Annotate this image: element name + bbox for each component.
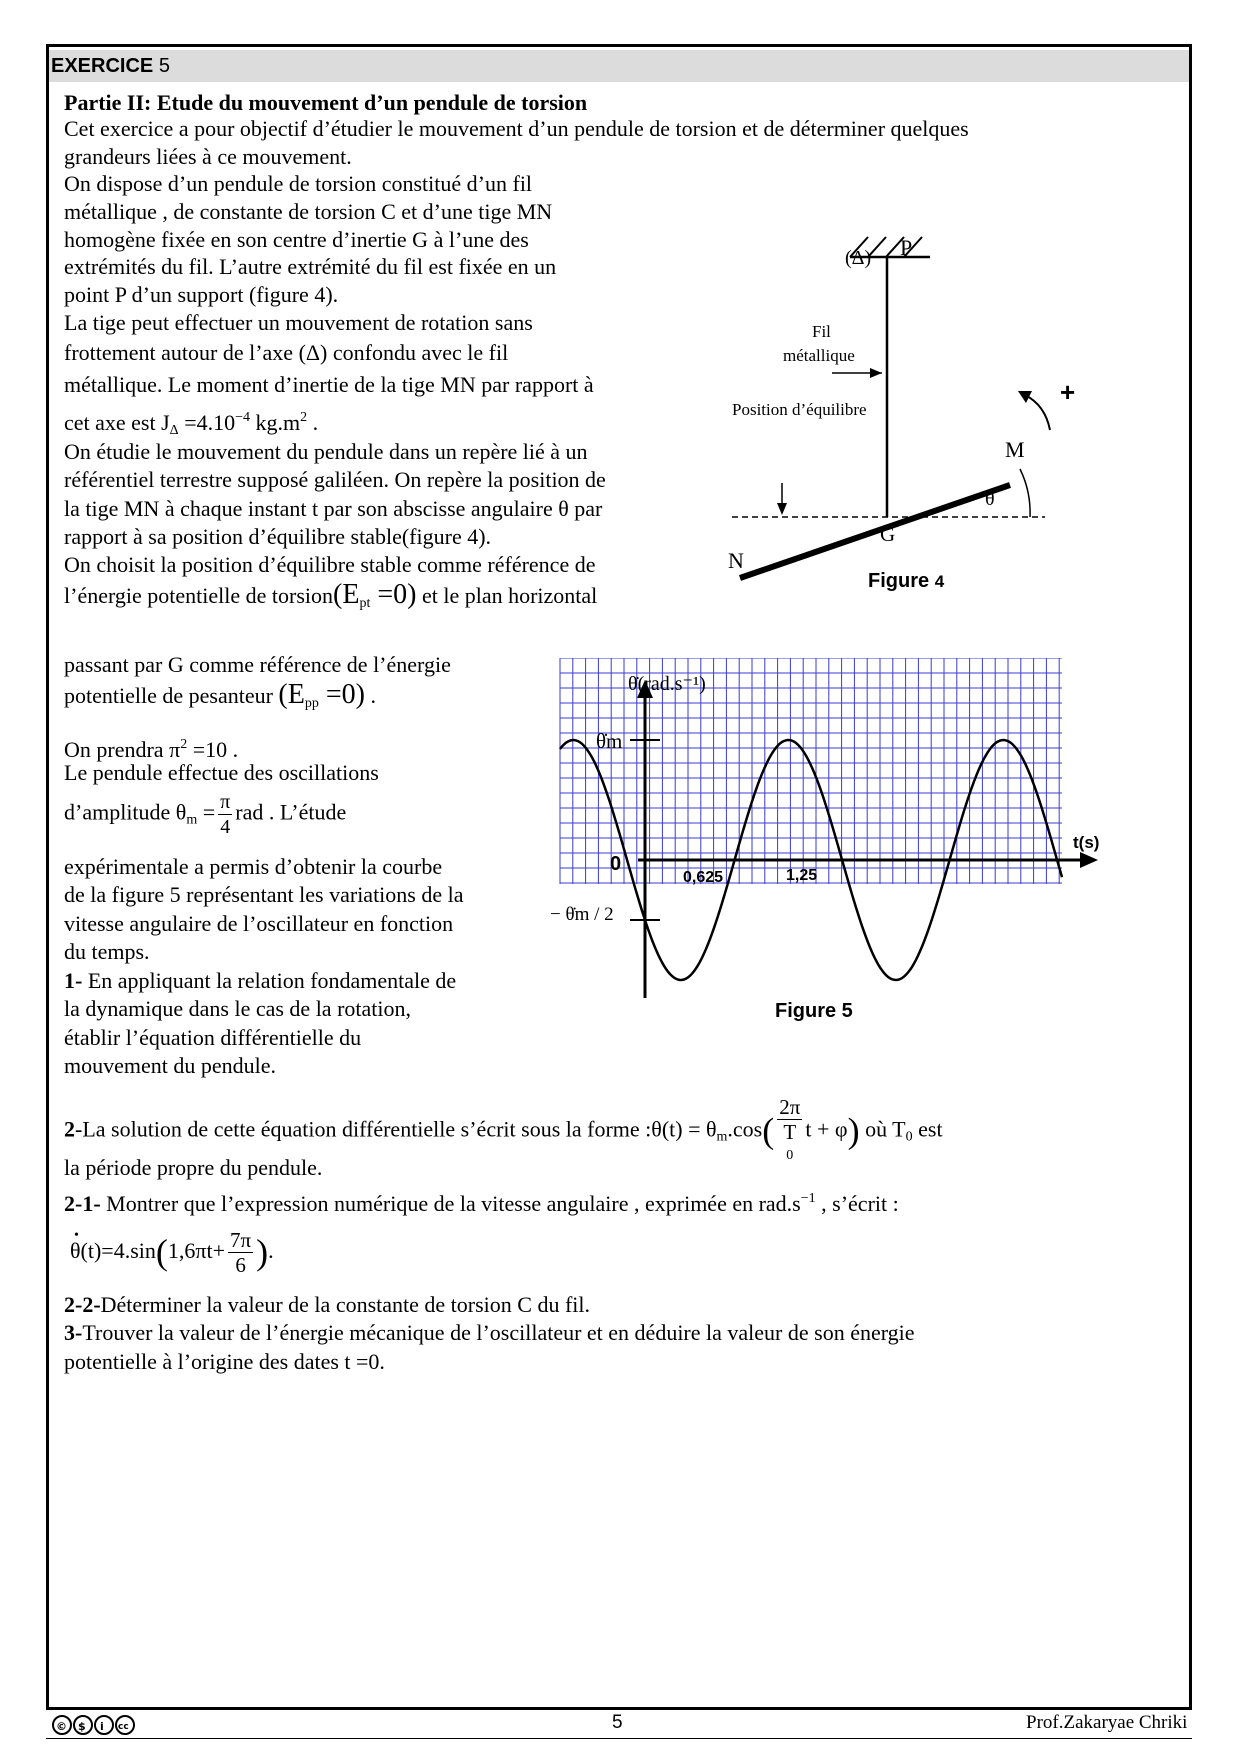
figure-4 <box>720 225 1080 605</box>
label-plus: + <box>1060 377 1076 407</box>
text-line: vitesse angulaire de l’oscillateur en fonction <box>64 911 454 936</box>
svg-text:$: $ <box>78 1720 86 1733</box>
ytick-half-neg: − θ̇m / 2 <box>550 904 614 925</box>
text-line: homogène fixée en son centre d’inertie G à l’une des <box>64 227 529 252</box>
svg-text:cc: cc <box>118 1722 129 1732</box>
epp-line: potentielle de pesanteur $(E_{pp} =0)$ . <box>64 679 376 711</box>
footer-divider <box>46 1738 1192 1739</box>
author: Prof.Zakaryae Chriki <box>1026 1712 1188 1733</box>
figure-5-caption: Figure 5 <box>775 1000 853 1022</box>
text-line: potentielle à l’origine des dates t =0. <box>64 1349 385 1374</box>
question-2-1: 2-1- Montrer que l’expression numérique de la vitesse angulaire , exprimée en $rad.s^{-1}$ , s’écrit : <box>64 1191 899 1216</box>
y-axis-label: θ̇(rad.s⁻¹) <box>628 673 706 695</box>
text-line: point P d’un support (figure 4). <box>64 282 339 307</box>
text-line: référentiel terrestre supposé galiléen. On repère la position de <box>64 467 606 492</box>
ept-line: l’énergie potentielle de $torsion(E_{pt} =0)$ et le plan horizontal <box>64 579 598 611</box>
xtick-1-25: 1,25 <box>786 867 818 884</box>
text-line: la dynamique dans le cas de la rotation, <box>64 996 411 1021</box>
label-wire-2: métallique <box>783 346 855 365</box>
text-line: On étudie le mouvement du pendule dans un repère lié à un <box>64 439 588 464</box>
rod-mn <box>740 485 1010 578</box>
intro-line: grandeurs liées à ce mouvement. <box>64 144 352 169</box>
theta-arc <box>1020 469 1030 517</box>
ytick-max: θ̇m <box>596 729 623 753</box>
text-line: établir l’équation différentielle du <box>64 1025 362 1050</box>
text-line: extrémités du fil. L’autre extrémité du fil est fixée en un <box>64 254 557 279</box>
positive-direction-arrow <box>1025 395 1050 430</box>
text-line: la période propre du pendule. <box>64 1155 323 1180</box>
label-wire: Fil <box>812 322 831 341</box>
label-theta: θ <box>985 488 995 510</box>
text-line: passant par G comme référence de l’énergie <box>64 652 451 677</box>
intro-line: Cet exercice a pour objectif d’étudier le mouvement d’un pendule de torsion et de déterminer quelques <box>64 116 969 141</box>
label-g: G <box>880 522 896 546</box>
license-icons <box>52 1714 142 1736</box>
svg-text:©: © <box>56 1720 67 1733</box>
text-line: métallique. Le moment d’inertie de la tige MN par rapport à <box>64 372 594 397</box>
text-line: la tige MN à chaque instant t par son abscisse angulaire θ par <box>64 496 603 521</box>
x-axis-label: t(s) <box>1073 833 1100 852</box>
text-line: expérimentale a permis d’obtenir la courbe <box>64 854 443 879</box>
text-line: frottement autour de l’axe (Δ) confondu avec le fil <box>64 340 509 365</box>
part-title: Partie II: Etude du mouvement d’un pendule de torsion <box>64 90 588 115</box>
pi-line: On prendra $\pi^2 =10$ . <box>64 737 239 762</box>
svg-text:i: i <box>100 1720 104 1733</box>
figure-4-caption: Figure 4 <box>868 570 945 592</box>
figure-5-chart <box>550 658 1110 998</box>
ytick-zero: 0 <box>610 853 622 875</box>
text-line: du temps. <box>64 939 150 964</box>
amplitude-line: d’amplitude $\theta_m$ = $\frac{\pi}{4}$ rad . L’étude <box>64 791 347 838</box>
label-p: P <box>900 235 913 260</box>
question-3: 3-Trouver la valeur de l’énergie mécanique de l’oscillateur et en déduire la valeur de son énergie <box>64 1320 915 1345</box>
text-line: rapport à sa position d’équilibre stable(figure 4). <box>64 524 492 549</box>
question-2: 2-La solution de cette équation différentielle s’écrit sous la forme :θ(t) = $\theta_m.\cos$( 2π T 0 t + φ) où $T_0$ est <box>64 1095 943 1163</box>
text-line: de la figure 5 représentant les variations de la <box>64 882 464 907</box>
angular-velocity-equation: • θ(t)=4.sin(1,6πt+ $\frac{7\pi}{6}$ ). <box>70 1223 274 1280</box>
exercise-header: EXERCICE 5 <box>49 50 1189 82</box>
text-line: Le pendule effectue des oscillations <box>64 760 379 785</box>
text-line: La tige peut effectuer un mouvement de rotation sans <box>64 310 533 335</box>
xtick-0-625: 0,625 <box>683 869 724 886</box>
question-1: 1- En appliquant la relation fondamentale de <box>64 968 457 993</box>
label-m: M <box>1005 437 1025 462</box>
label-n: N <box>728 548 744 573</box>
label-equilibrium: Position d’équilibre <box>732 400 867 419</box>
text-line: mouvement du pendule. <box>64 1053 277 1078</box>
page-number: 5 <box>612 1712 623 1733</box>
question-2-2: 2-2-Déterminer la valeur de la constante de torsion C du fil. <box>64 1292 590 1317</box>
x-axis-arrow <box>1080 852 1098 868</box>
label-axis: (Δ) <box>845 247 872 269</box>
text-line: métallique , de constante de torsion C et d’une tige MN <box>64 199 553 224</box>
inertia-line: cet axe est $J_\Delta =4.10^{-4}$ $kg.m^2$ . <box>64 410 319 438</box>
text-line: On choisit la position d’équilibre stable comme référence de <box>64 552 596 577</box>
text-line: On dispose d’un pendule de torsion constitué d’un fil <box>64 171 533 196</box>
